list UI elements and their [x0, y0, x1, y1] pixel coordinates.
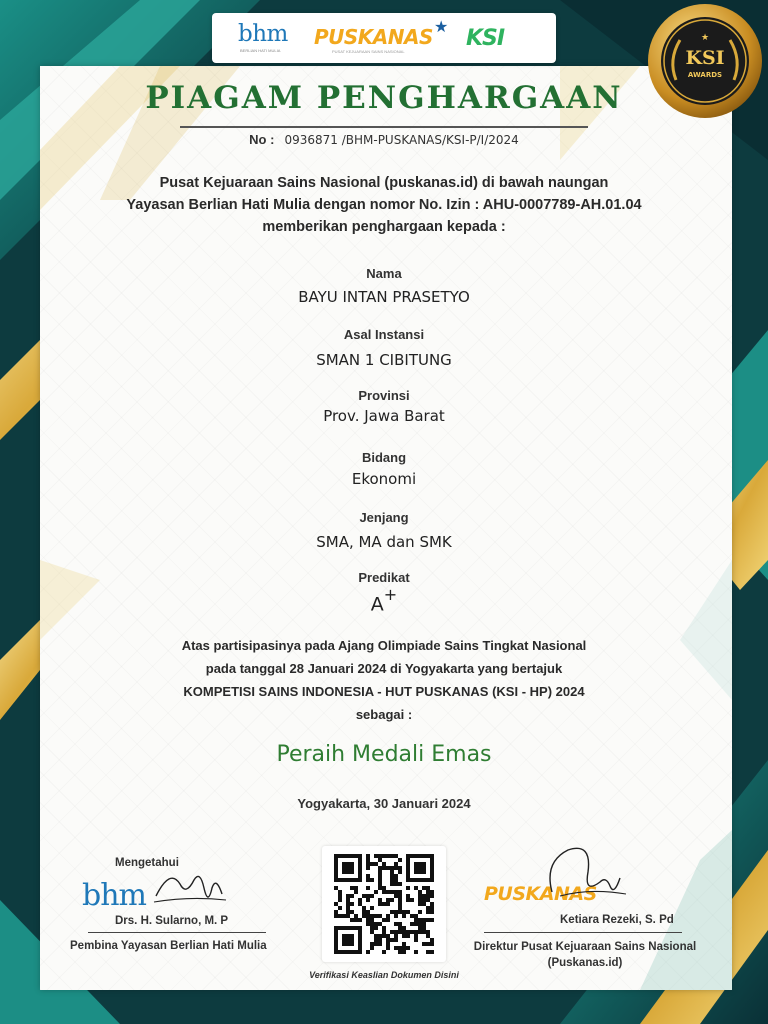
qr-module	[374, 922, 378, 926]
signatory-right-title	[470, 939, 700, 971]
qr-module	[426, 910, 430, 914]
badge-awards-text: AWARDS	[687, 71, 723, 79]
qr-module	[426, 886, 430, 890]
qr-module	[418, 926, 422, 930]
qr-module	[346, 910, 350, 914]
qr-module	[394, 930, 398, 934]
qr-module	[378, 858, 382, 862]
nama-value: BAYU INTAN PRASETYO	[298, 288, 470, 306]
qr-module	[430, 950, 434, 954]
qr-module	[422, 886, 426, 890]
qr-module	[418, 910, 422, 914]
qr-module	[418, 922, 422, 926]
qr-module	[406, 898, 410, 902]
qr-finder-pattern	[414, 862, 426, 874]
qr-module	[366, 898, 370, 902]
signatory-right-name: Ketiara Rezeki, S. Pd	[560, 914, 674, 926]
qr-module	[398, 858, 402, 862]
qr-module	[378, 874, 382, 878]
qr-module	[410, 898, 414, 902]
qr-module	[382, 934, 386, 938]
qr-module	[422, 898, 426, 902]
qr-module	[406, 894, 410, 898]
predikat-label: Predikat	[358, 570, 410, 585]
qr-module	[366, 950, 370, 954]
badge-star-icon: ★	[700, 32, 710, 42]
qr-module	[370, 878, 374, 882]
qr-module	[422, 930, 426, 934]
qr-module	[402, 926, 406, 930]
predikat-grade: A	[370, 593, 384, 616]
signatory-right-title-line: (Puskanas.id)	[547, 957, 623, 969]
provinsi-value: Prov. Jawa Barat	[323, 407, 445, 425]
qr-module	[374, 934, 378, 938]
qr-code-image[interactable]	[332, 854, 436, 954]
qr-module	[366, 918, 370, 922]
qr-module	[350, 918, 354, 922]
qr-module	[378, 922, 382, 926]
qr-module	[386, 946, 390, 950]
qr-module	[370, 914, 374, 918]
qr-module	[414, 922, 418, 926]
qr-module	[338, 906, 342, 910]
qr-module	[414, 886, 418, 890]
predikat-value	[0, 585, 768, 616]
qr-module	[422, 926, 426, 930]
qr-module	[410, 914, 414, 918]
qr-module	[394, 934, 398, 938]
bhm-signature-logo: bhm	[82, 878, 146, 913]
qr-module	[426, 930, 430, 934]
qr-module	[386, 854, 390, 858]
qr-module	[398, 898, 402, 902]
qr-module	[402, 942, 406, 946]
qr-module	[334, 914, 338, 918]
intro-line: Pusat Kejuaraan Sains Nasional (puskanas.id) di bawah naungan	[159, 175, 609, 191]
certificate-number-label: No :	[249, 132, 275, 147]
qr-module	[366, 878, 370, 882]
qr-module	[390, 938, 394, 942]
qr-module	[430, 890, 434, 894]
achievement-title: Peraih Medali Emas	[276, 742, 492, 767]
participation-line: KOMPETISI SAINS INDONESIA - HUT PUSKANAS (KSI - HP) 2024	[183, 684, 585, 699]
qr-module	[354, 890, 358, 894]
qr-module	[398, 946, 402, 950]
qr-module	[382, 950, 386, 954]
qr-module	[370, 930, 374, 934]
qr-module	[338, 894, 342, 898]
qr-module	[382, 926, 386, 930]
qr-module	[366, 874, 370, 878]
qr-module	[414, 938, 418, 942]
qr-module	[398, 926, 402, 930]
qr-module	[362, 906, 366, 910]
qr-module	[334, 910, 338, 914]
qr-module	[398, 922, 402, 926]
qr-module	[418, 894, 422, 898]
qr-module	[378, 866, 382, 870]
bhm-logo: bhm	[238, 21, 288, 47]
bidang-label: Bidang	[361, 450, 407, 465]
jenjang-label: Jenjang	[359, 510, 409, 525]
qr-module	[390, 866, 394, 870]
qr-module	[378, 934, 382, 938]
qr-module	[410, 922, 414, 926]
provinsi-label: Provinsi	[358, 388, 410, 403]
qr-module	[394, 878, 398, 882]
qr-module	[382, 902, 386, 906]
qr-module	[430, 902, 434, 906]
qr-module	[358, 902, 362, 906]
signature-line-left	[88, 932, 266, 933]
qr-module	[402, 934, 406, 938]
qr-module	[350, 894, 354, 898]
qr-module	[394, 890, 398, 894]
logo-bar	[212, 13, 556, 63]
qr-module	[430, 942, 434, 946]
qr-module	[398, 910, 402, 914]
participation-line: Atas partisipasinya pada Ajang Olimpiade Sains Tingkat Nasional	[181, 638, 587, 653]
qr-module	[366, 886, 370, 890]
qr-module	[394, 862, 398, 866]
qr-module	[414, 914, 418, 918]
star-icon: ★	[434, 19, 449, 36]
qr-module	[378, 942, 382, 946]
signatory-left-title: Pembina Yayasan Berlian Hati Mulia	[70, 940, 267, 952]
nama-label: Nama	[366, 266, 402, 281]
qr-module	[398, 930, 402, 934]
qr-module	[374, 914, 378, 918]
qr-module	[382, 866, 386, 870]
qr-module	[378, 938, 382, 942]
qr-module	[382, 930, 386, 934]
qr-module	[406, 946, 410, 950]
qr-module	[362, 910, 366, 914]
qr-module	[370, 942, 374, 946]
qr-module	[426, 906, 430, 910]
title-underline	[180, 126, 588, 128]
qr-module	[398, 866, 402, 870]
qr-module	[370, 926, 374, 930]
qr-module	[422, 922, 426, 926]
qr-module	[366, 910, 370, 914]
qr-module	[382, 854, 386, 858]
place-date: Yogyakarta, 30 Januari 2024	[297, 796, 471, 811]
signature-left	[150, 866, 230, 916]
certificate-title: PIAGAM PENGHARGAAN	[145, 80, 623, 116]
qr-module	[366, 862, 370, 866]
qr-module	[378, 886, 382, 890]
qr-module	[418, 930, 422, 934]
participation-line: pada tanggal 28 Januari 2024 di Yogyakarta yang bertajuk	[205, 661, 563, 676]
qr-module	[370, 922, 374, 926]
qr-module	[334, 886, 338, 890]
intro-line: Yayasan Berlian Hati Mulia dengan nomor No. Izin : AHU-0007789-AH.01.04	[126, 197, 642, 213]
instansi-label: Asal Instansi	[343, 327, 425, 342]
qr-module	[346, 914, 350, 918]
qr-module	[394, 882, 398, 886]
qr-module	[378, 882, 382, 886]
qr-module	[430, 906, 434, 910]
qr-module	[366, 858, 370, 862]
qr-module	[386, 918, 390, 922]
qr-module	[378, 854, 382, 858]
qr-module	[394, 922, 398, 926]
qr-module	[390, 882, 394, 886]
qr-module	[426, 942, 430, 946]
qr-module	[350, 902, 354, 906]
qr-module	[386, 914, 390, 918]
qr-module	[410, 930, 414, 934]
qr-module	[374, 862, 378, 866]
qr-module	[414, 930, 418, 934]
qr-module	[394, 938, 398, 942]
signature-right	[540, 842, 630, 912]
bidang-value: Ekonomi	[351, 470, 417, 488]
qr-module	[398, 902, 402, 906]
qr-module	[426, 950, 430, 954]
badge-ksi-text: KSI	[685, 47, 725, 69]
qr-module	[374, 890, 378, 894]
qr-module	[378, 878, 382, 882]
signatory-left-heading: Mengetahui	[115, 857, 179, 869]
qr-module	[390, 870, 394, 874]
qr-module	[366, 914, 370, 918]
qr-finder-pattern	[342, 862, 354, 874]
qr-module	[370, 946, 374, 950]
instansi-value: SMAN 1 CIBITUNG	[316, 351, 452, 369]
predikat-suffix: +	[383, 585, 398, 604]
qr-module	[370, 918, 374, 922]
qr-module	[402, 930, 406, 934]
qr-module	[402, 950, 406, 954]
qr-module	[418, 918, 422, 922]
qr-module	[430, 938, 434, 942]
qr-module	[398, 894, 402, 898]
puskanas-tagline: PUSAT KEJUARAAN SAINS NASIONAL	[332, 49, 405, 54]
qr-module	[350, 910, 354, 914]
qr-module	[338, 890, 342, 894]
qr-module	[346, 898, 350, 902]
qr-module	[414, 950, 418, 954]
qr-module	[378, 898, 382, 902]
qr-module	[426, 918, 430, 922]
qr-module	[382, 890, 386, 894]
qr-module	[346, 894, 350, 898]
intro-text	[60, 172, 708, 238]
qr-module	[402, 910, 406, 914]
qr-module	[390, 910, 394, 914]
qr-module	[386, 866, 390, 870]
qr-module	[370, 862, 374, 866]
qr-module	[334, 902, 338, 906]
qr-module	[406, 886, 410, 890]
qr-module	[390, 878, 394, 882]
qr-module	[354, 914, 358, 918]
qr-module	[386, 902, 390, 906]
participation-line: sebagai :	[355, 707, 413, 722]
qr-module	[390, 874, 394, 878]
qr-module	[422, 918, 426, 922]
qr-module	[362, 914, 366, 918]
qr-module	[418, 902, 422, 906]
qr-module	[406, 934, 410, 938]
qr-module	[386, 890, 390, 894]
qr-module	[346, 902, 350, 906]
qr-module	[390, 898, 394, 902]
qr-module	[418, 890, 422, 894]
qr-module	[382, 886, 386, 890]
intro-line: memberikan penghargaan kepada :	[262, 219, 506, 235]
qr-module	[398, 870, 402, 874]
qr-module	[402, 946, 406, 950]
qr-module	[358, 898, 362, 902]
signatory-left-name: Drs. H. Sularno, M. P	[115, 915, 229, 927]
qr-module	[426, 894, 430, 898]
qr-finder-pattern	[342, 934, 354, 946]
qr-module	[406, 910, 410, 914]
qr-module	[422, 942, 426, 946]
qr-module	[374, 854, 378, 858]
puskanas-logo: PUSKANAS	[314, 25, 433, 49]
qr-module	[394, 894, 398, 898]
jenjang-value: SMA, MA dan SMK	[316, 533, 452, 551]
qr-module	[398, 882, 402, 886]
qr-module	[390, 930, 394, 934]
qr-module	[366, 922, 370, 926]
qr-module	[370, 906, 374, 910]
qr-module	[394, 866, 398, 870]
qr-module	[426, 898, 430, 902]
qr-module	[394, 914, 398, 918]
puskanas-signature-logo: PUSKANAS	[484, 883, 597, 905]
qr-module	[402, 914, 406, 918]
qr-module	[378, 870, 382, 874]
qr-module	[430, 894, 434, 898]
qr-module	[358, 918, 362, 922]
qr-module	[338, 914, 342, 918]
qr-caption: Verifikasi Keaslian Dokumen Disini	[309, 970, 459, 980]
qr-module	[386, 898, 390, 902]
qr-module	[394, 946, 398, 950]
qr-module	[406, 930, 410, 934]
qr-module	[394, 874, 398, 878]
bhm-tagline: BERLIAN HATI MULIA	[240, 48, 281, 53]
qr-module	[422, 894, 426, 898]
qr-module	[430, 918, 434, 922]
qr-module	[426, 934, 430, 938]
qr-module	[418, 898, 422, 902]
qr-module	[394, 910, 398, 914]
qr-module	[390, 890, 394, 894]
certificate-number	[0, 132, 768, 147]
qr-module	[378, 914, 382, 918]
qr-module	[414, 918, 418, 922]
qr-module	[366, 894, 370, 898]
qr-module	[390, 854, 394, 858]
qr-module	[338, 898, 342, 902]
qr-module	[374, 926, 378, 930]
qr-module	[398, 950, 402, 954]
qr-module	[422, 902, 426, 906]
participation-text	[80, 634, 688, 726]
qr-module	[414, 934, 418, 938]
qr-module	[426, 890, 430, 894]
qr-module	[366, 866, 370, 870]
qr-module	[354, 918, 358, 922]
qr-module	[342, 914, 346, 918]
verification-qr-code[interactable]	[322, 846, 446, 962]
qr-module	[382, 918, 386, 922]
qr-module	[382, 862, 386, 866]
qr-module	[354, 886, 358, 890]
qr-module	[374, 942, 378, 946]
qr-module	[374, 938, 378, 942]
qr-module	[386, 942, 390, 946]
signatory-right-title-line: Direktur Pusat Kejuaraan Sains Nasional	[473, 941, 697, 953]
qr-module	[386, 938, 390, 942]
qr-module	[370, 894, 374, 898]
qr-module	[386, 934, 390, 938]
qr-module	[378, 902, 382, 906]
qr-module	[430, 910, 434, 914]
certificate-number-value: 0936871 /BHM-PUSKANAS/KSI-P/I/2024	[284, 133, 519, 147]
qr-module	[346, 906, 350, 910]
qr-module	[394, 854, 398, 858]
qr-module	[398, 906, 402, 910]
qr-module	[366, 854, 370, 858]
signature-line-right	[484, 932, 682, 933]
qr-module	[362, 894, 366, 898]
qr-module	[398, 890, 402, 894]
ksi-logo: KSI	[466, 26, 505, 51]
qr-module	[350, 886, 354, 890]
